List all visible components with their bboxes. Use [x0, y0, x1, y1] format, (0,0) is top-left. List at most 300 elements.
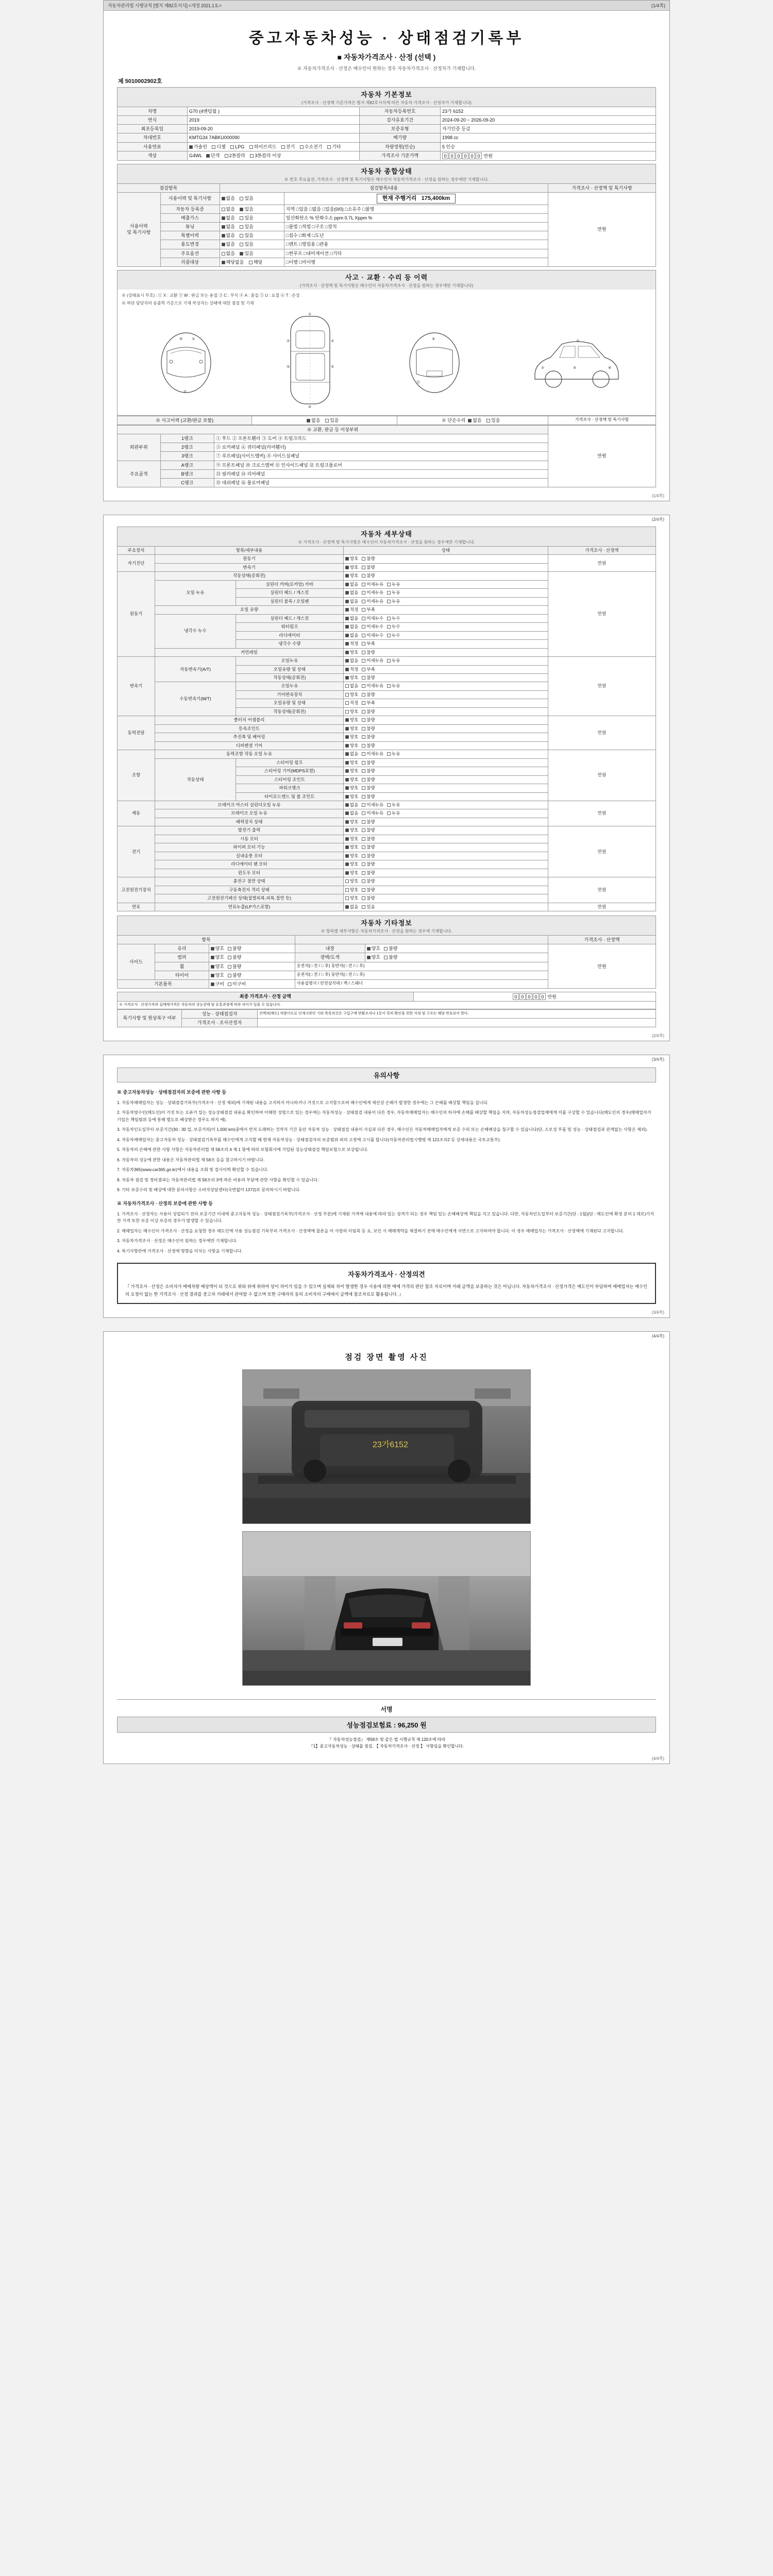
opt-good[interactable]: 양호 [345, 819, 358, 825]
opt-none[interactable]: 없음 [345, 582, 358, 587]
opt-leak[interactable]: 누수 [387, 624, 400, 630]
opt-none[interactable]: 없음 [345, 751, 358, 757]
opt-none[interactable]: 없음 [345, 810, 358, 816]
col-header-state: 상태 [343, 546, 548, 554]
opt-none[interactable]: 없음 [222, 206, 235, 212]
opt-none[interactable]: 없음 [222, 250, 235, 257]
opt-good[interactable]: 양호 [345, 743, 358, 749]
color-option-2tone[interactable]: 2톤칼라 [225, 152, 245, 159]
opt-bad[interactable]: 불량 [362, 785, 375, 791]
opt-good[interactable]: 양호 [345, 650, 358, 655]
parts-rank-3: 3랭크 [160, 452, 214, 461]
field-value-carname: G70 (4벤텀월 ) [187, 107, 359, 116]
opt-leak[interactable]: 누유 [387, 599, 400, 604]
row-label-3: 튜닝 [160, 223, 220, 231]
opt-good[interactable]: 양호 [345, 785, 358, 791]
opt-good[interactable]: 양호 [345, 794, 358, 800]
signature-label: 서명 [380, 1706, 393, 1714]
remarks-sub-performance: 성능 · 상태점검자 [182, 1009, 257, 1018]
opt-minor[interactable]: 미세누유 [362, 590, 383, 596]
opt-low[interactable]: 부족 [362, 667, 375, 672]
inspection-photo-rear [242, 1531, 531, 1686]
col-header-content: 점검항목/내용 [220, 183, 548, 192]
opt-bad[interactable]: 불량 [362, 573, 375, 579]
opt-bad[interactable]: 불량 [384, 954, 397, 960]
section-other-header [117, 916, 656, 935]
opt-good[interactable]: 양호 [345, 760, 358, 766]
opt-bad[interactable]: 불량 [362, 565, 375, 570]
state-tire [209, 971, 295, 979]
page-3 [103, 1055, 670, 1318]
parts-list-3: ⑦ 루프패널(사이드멤버) ⑧ 사이드실패널 [214, 452, 548, 461]
state-waterpump [343, 623, 548, 631]
simple-opt-none[interactable]: 없음 [468, 417, 481, 423]
opt-leak[interactable]: 누유 [387, 582, 400, 587]
opt-none[interactable]: 없음 [222, 224, 235, 230]
opt-bad[interactable]: 불량 [362, 844, 375, 850]
opt-bad[interactable]: 불량 [362, 675, 375, 681]
opt-yes[interactable]: 있음 [240, 241, 253, 247]
price-self-diagnosis: 만원 [548, 555, 656, 572]
color-option-3tone[interactable]: 3톤칼라 이상 [250, 152, 281, 159]
opt-none[interactable]: 없음 [345, 590, 358, 596]
opt-good[interactable]: 양호 [345, 870, 358, 876]
opt-bad[interactable]: 불량 [362, 836, 375, 842]
opt-bad[interactable]: 불량 [228, 963, 241, 970]
accident-opt-none[interactable]: 없음 [307, 417, 320, 423]
opt-bad[interactable]: 불량 [362, 743, 375, 749]
item-trans-diag: 변속기 [155, 563, 344, 571]
field-value-base-price [440, 151, 656, 160]
price-steering: 만원 [548, 750, 656, 801]
opt-yes[interactable]: 있음 [240, 250, 253, 257]
inspection-photo-underbody [242, 1369, 531, 1524]
row-label-6: 주요옵션 [160, 249, 220, 258]
field-value-year: 2019 [187, 116, 359, 125]
opt-bad[interactable]: 불량 [362, 861, 375, 867]
state-power-crank [343, 784, 548, 792]
opt-good[interactable]: 양호 [367, 945, 380, 952]
state-coolant-head [343, 614, 548, 622]
price-transmission: 만원 [548, 657, 656, 716]
row-detail-7: □이행 □미이행 [284, 258, 548, 266]
parts-rank-1: 1랭크 [160, 434, 214, 443]
opt-yes[interactable]: 있음 [240, 206, 253, 212]
field-label-fuel: 사용연료 [117, 142, 188, 151]
final-price-note: ※ 가격조사 · 산정가격과 실매매가격은 자동차의 성능상태 및 유통과정에 따라 차이가 있을 수 있습니다. [117, 1002, 656, 1009]
opt-none[interactable]: 없음 [345, 683, 358, 689]
notice-item: 3. 자동차인도일부터 보증기간(30 : 30 일, 보증거리(이 1,000 km)중에서 먼저 도래하는 것까지 기간 동안 자동차 성능 · 상태점검 내용이 사실과 다른 경우, 매수인은 자동차매매업자에게 보증 수리 또는 손해배상을 청구할 수 있습니다(단, 소모성 부품 및 성능 · 상태점검과 관계없는 사항은 제외). [117, 1127, 648, 1132]
opt-bad[interactable]: 불량 [362, 887, 375, 893]
photos-title: 점검 장면 촬영 사진 [345, 1353, 428, 1362]
inspection-fee-bar: 성능점검보험료 : 96,250 원 [117, 1717, 656, 1733]
opt-none[interactable]: 없음 [345, 624, 358, 630]
opt-good[interactable]: 양호 [345, 836, 358, 842]
wheel-positions[interactable]: 운전석(□ 전 / □ 후) 동반석(□ 전 / □ 후) [295, 962, 548, 971]
price-digit: 0 [442, 152, 448, 159]
opt-applies[interactable]: 해당 [249, 259, 262, 265]
tire-positions[interactable]: 운전석(□ 전 / □ 후) 동반석(□ 전 / □ 후) [295, 971, 548, 979]
opt-proper[interactable]: 적정 [345, 641, 358, 647]
opt-good[interactable]: 양호 [345, 777, 358, 783]
document-number-label: 제 [118, 78, 124, 84]
opt-leak[interactable]: 누유 [387, 683, 400, 689]
svg-text:④: ④ [432, 337, 435, 341]
svg-text:②: ② [541, 366, 545, 370]
accident-label: ※ 사고이력 (교환/판금 포함) [117, 416, 252, 425]
opt-bad[interactable]: 불량 [362, 556, 375, 562]
svg-text:②: ② [287, 339, 290, 343]
opt-good[interactable]: 양호 [345, 692, 358, 698]
opt-bad[interactable]: 불량 [362, 777, 375, 783]
parts-list-b: ⑬ 필러패널 ⑭ 리어패널 [214, 469, 548, 478]
price-engine: 만원 [548, 572, 656, 657]
opt-bad[interactable]: 불량 [362, 794, 375, 800]
opt-bad[interactable]: 불량 [362, 726, 375, 732]
opt-none[interactable]: 없음 [345, 904, 358, 910]
final-digit: 0 [533, 993, 539, 1000]
notice-item: 2. 자동차양수인(매도인)이 거짓 또는 오류가 있는 성능상태점검 내용을 확인하여 이해한 성명으로 있는 경우에는 자동차성능 · 상태점검 내용이 다른 경우, 자동차매매업자는 매수인의 하자에 손해를 배상할 책임을 지며, 자동차성능점검업체에게 이를 구상할 수 있습니다(매도인의 경우(매매업자가 기업은 책임범위 등에 통해 별도로 배상받은 경우도 하지 예). [117, 1110, 651, 1122]
opt-bad[interactable]: 불량 [362, 853, 375, 859]
svg-text:②: ② [331, 339, 334, 343]
item-coolant: 냉각수 누수 [155, 614, 236, 648]
opt-good[interactable]: 양호 [345, 556, 358, 562]
opt-minor[interactable]: 미세누유 [362, 802, 383, 808]
fuel-option-hybrid[interactable]: 하이브리드 [249, 144, 276, 150]
page-number-1: (1/4쪽) [651, 493, 664, 498]
table-row [117, 133, 656, 142]
row-detail-6: □썬루프 □내비게이션 □기타 [284, 249, 548, 258]
opt-none[interactable]: 없음 [222, 215, 235, 221]
opt-yes[interactable]: 있음 [240, 232, 253, 239]
opt-leak[interactable]: 누유 [387, 751, 400, 757]
opt-proper[interactable]: 적정 [345, 667, 358, 672]
opt-low[interactable]: 부족 [362, 641, 375, 647]
opt-none[interactable]: 없음 [222, 232, 235, 239]
table-row [117, 107, 656, 116]
notice-item-2: 2. 매매업자는 매수인이 가격조사 · 산정을 요청한 경우 매도인에 사용 성능점검 기록부의 가격조사 · 산정액에 물론을 이 사람의 이임목 등 요, 보인 시 매매계약을 체결하기 전에 매수인에게 서면으로 고지하여야 합니다. 이 경우 매매업자는 가격조사 · 산정액에 기재된다 고지합니다. [117, 1228, 624, 1233]
notice-item: 9. 기타 보증수리 및 배상에 대한 문의사항은 소비자상담센터(국번없이 1372)로 문의하시기 바랍니다. [117, 1188, 301, 1193]
opt-good[interactable]: 양호 [345, 726, 358, 732]
sub-mt-leak: 오일누유 [236, 682, 343, 690]
row-options-4 [220, 231, 284, 240]
state-clutch [343, 716, 548, 724]
opt-low[interactable]: 부족 [362, 700, 375, 706]
damage-diagram-area [117, 290, 656, 416]
state-diffgear [343, 741, 548, 750]
section-other-desc: ※ 항목별 세부사항은 자동차가격조사 · 산정을 원하는 경우에 기재합니다. [321, 929, 452, 934]
section-detail-header [117, 527, 656, 546]
field-label-seats: 차량정원(인승) [360, 142, 441, 151]
opt-none[interactable]: 없음 [345, 599, 358, 604]
state-steering-joint [343, 775, 548, 784]
opt-bad[interactable]: 불량 [384, 945, 397, 952]
final-digit: 0 [513, 993, 519, 1000]
state-mt-gear [343, 690, 548, 699]
fuel-option-hydrogen[interactable]: 수소전기 [300, 144, 323, 150]
price-hv: 만원 [548, 877, 656, 903]
opt-none[interactable]: 없음 [222, 241, 235, 247]
table-row [117, 903, 656, 911]
appraisal-statement-box [117, 1263, 656, 1304]
table-row [117, 826, 656, 835]
final-price-unit: 만원 [547, 994, 557, 999]
sub-tierod: 타이로드엔드 및 볼 조인트 [236, 792, 343, 801]
state-fuel-leak [343, 903, 548, 911]
table-row [117, 555, 656, 563]
opt-bad[interactable]: 불량 [362, 768, 375, 774]
state-at-idle [343, 673, 548, 682]
opt-good[interactable]: 양호 [367, 954, 380, 960]
diagram-note-2: ※ 하단 담당자의 송출학 기준으로 기재 작성자는 상태에 대한 점검 및 기재 [122, 300, 254, 306]
opt-minor[interactable]: 미세누유 [362, 599, 383, 604]
opt-none[interactable]: 없음 [345, 616, 358, 621]
notice-section-2-heading: ※ 자동차가격조사 · 산정의 보증에 관한 사항 등 [117, 1200, 213, 1206]
section-history-title: 사고 · 교환 · 수리 등 이력 [345, 273, 428, 281]
page-label-top-2: (2/4쪽) [651, 517, 664, 522]
opt-minor[interactable]: 미세누유 [362, 751, 383, 757]
notice-item: 1. 자동차매매업자는 성능 · 상태점검기록부(가격조사 · 산정 제외)에 기재된 내용을 고지하지 아니하거나 거짓으로 고지함으로써 매수인에게 재산상 손해가 발생한 경우에는 그 손해를 배상할 책임을 집니다. [117, 1100, 489, 1105]
opt-minor[interactable]: 미세누수 [362, 624, 383, 630]
page-subtitle: ■ 자동차가격조사 · 산정 (선택 ) [337, 53, 436, 61]
opt-good[interactable]: 양호 [345, 573, 358, 579]
opt-leak[interactable]: 누유 [387, 810, 400, 816]
opt-yes[interactable]: 있음 [240, 215, 253, 221]
document-title-block [117, 25, 656, 72]
car-rear-diagram-icon [396, 321, 473, 399]
opt-yes[interactable]: 있음 [240, 195, 253, 201]
opt-good[interactable]: 양호 [345, 709, 358, 715]
item-engine-diag: 원동기 [155, 555, 344, 563]
opt-bad[interactable]: 불량 [362, 819, 375, 825]
opt-minor[interactable]: 미세누수 [362, 616, 383, 621]
opt-good[interactable]: 양호 [345, 878, 358, 884]
page-label-top-3: (3/4쪽) [651, 1057, 664, 1062]
state-driveshaft [343, 733, 548, 741]
opt-bad[interactable]: 불량 [362, 878, 375, 884]
parts-list-a: ⑨ 프론트패널 ⑩ 크로스멤버 ⑪ 인사이드패널 ⑫ 트렁크플로어 [214, 461, 548, 469]
fuel-option-lpg[interactable]: LPG [230, 144, 244, 150]
table-row [117, 192, 656, 205]
state-coolant-amount [343, 640, 548, 648]
color-option-single[interactable]: 단색 [206, 152, 220, 159]
opt-leak[interactable]: 누유 [387, 590, 400, 596]
item-auto-trans: 자동변속기(A/T) [155, 657, 236, 682]
opt-good[interactable]: 양호 [211, 972, 224, 978]
state-mt-idle [343, 707, 548, 716]
parts-group-outer: 외판부위 [117, 434, 161, 461]
section-detail-title: 자동차 세부상태 [361, 530, 412, 538]
opt-bad[interactable]: 불량 [362, 734, 375, 740]
opt-minor[interactable]: 미세누유 [362, 658, 383, 664]
opt-bad[interactable]: 불량 [362, 717, 375, 723]
group-self-diagnosis: 자기진단 [117, 555, 155, 572]
table-row [117, 142, 656, 151]
row-label-0: 사용이력 및 특기사항 [160, 192, 220, 205]
opt-proper[interactable]: 적정 [345, 700, 358, 706]
final-price-value [413, 992, 656, 1001]
svg-text:⑦: ⑦ [576, 339, 580, 343]
fuel-option-etc[interactable]: 기타 [327, 144, 341, 150]
field-value-inspection: 2024-09-20 ~ 2026-09-20 [440, 116, 656, 125]
section-overall-title: 자동차 종합상태 [361, 167, 412, 175]
opt-none[interactable]: 없음 [345, 633, 358, 638]
opt-good[interactable]: 양호 [345, 565, 358, 570]
sub-steering-pump: 스티어링 펌프 [236, 758, 343, 767]
damaged-parts-table [117, 425, 656, 487]
item-cvjoint: 등속조인트 [155, 724, 344, 733]
opt-none[interactable]: 없음 [345, 658, 358, 664]
state-paint [365, 953, 548, 962]
item-tire: 타이어 [155, 971, 209, 979]
page-title-note: ※ 자동차가격조사 · 산정은 매수인이 원하는 경우 자동차가격조사 · 산정자가 기재합니다. [297, 66, 476, 71]
opt-bad[interactable]: 불량 [362, 870, 375, 876]
other-info-table [117, 935, 656, 989]
state-radiator-fan [343, 860, 548, 869]
state-steering-gear [343, 767, 548, 775]
opt-good[interactable]: 양호 [211, 963, 224, 970]
state-interior [365, 944, 548, 953]
notice-section-1-heading: ※ 중고자동차성능 · 상태점검자의 보증에 관한 사항 등 [117, 1089, 227, 1095]
section-history-header [117, 270, 656, 290]
opt-good[interactable]: 양호 [345, 861, 358, 867]
opt-bad[interactable]: 불량 [228, 945, 241, 952]
table-row [117, 125, 656, 133]
section-basic-info-title: 자동차 기본정보 [361, 91, 412, 98]
opt-equipped[interactable]: 구비 [211, 981, 224, 987]
opt-minor[interactable]: 미세누유 [362, 683, 383, 689]
item-hv-wiring: 고전원전기배선 상태(접열피복,피복,절연 등) [155, 894, 344, 903]
row-label-5: 용도변경 [160, 240, 220, 249]
section-detail-desc: ※ 가격조사 · 산정액 및 특기사항은 매수인이 자동차가격조사 · 산정을 원하는 경우에만 기재합니다. [298, 539, 475, 545]
opt-good[interactable]: 양호 [211, 954, 224, 960]
state-rockercover [343, 580, 548, 588]
opt-good[interactable]: 양호 [345, 717, 358, 723]
opt-none[interactable]: 없음 [345, 802, 358, 808]
opt-good[interactable]: 양호 [345, 734, 358, 740]
opt-bad[interactable]: 불량 [228, 972, 241, 978]
sub-waterpump: 워터펌프 [236, 623, 343, 631]
state-at-amount [343, 665, 548, 673]
simple-opt-yes[interactable]: 있음 [486, 417, 500, 423]
fuel-option-diesel[interactable]: 디젤 [212, 144, 225, 150]
state-hv-wiring [343, 894, 548, 903]
remarks-text-2 [257, 1018, 656, 1027]
col-header-other-detail [295, 936, 548, 944]
accident-price-header: 가격조사 · 산정액 및 특기사항 [548, 416, 656, 425]
opt-good[interactable]: 양호 [211, 945, 224, 952]
group-transmission: 변속기 [117, 657, 155, 716]
opt-minor[interactable]: 미세누유 [362, 582, 383, 587]
parts-rank-2: 2랭크 [160, 443, 214, 452]
svg-text:②: ② [192, 337, 195, 341]
car-diagrams [122, 308, 651, 410]
opt-good[interactable]: 양호 [345, 827, 358, 833]
opt-good[interactable]: 양호 [345, 768, 358, 774]
fuel-option-electric[interactable]: 전기 [281, 144, 295, 150]
state-mt-amount [343, 699, 548, 707]
field-value-fuel [187, 142, 359, 151]
state-booster [343, 818, 548, 826]
opt-yes[interactable]: 있음 [240, 224, 253, 230]
price-unit: 만원 [483, 153, 493, 159]
opt-na[interactable]: 해당없음 [222, 259, 244, 265]
parts-price-value: 만원 [548, 425, 656, 487]
svg-text:⑤: ⑤ [573, 366, 577, 370]
appraisal-statement-title: 자동차가격조사 · 산정의견 [348, 1270, 425, 1279]
section-history-desc: (가격조사 · 산정액 및 특기사항은 매수인이 자동차가격조사 · 산정을 원하는 경우에만 기재합니다) [299, 283, 474, 288]
opt-bad[interactable]: 불량 [362, 650, 375, 655]
opt-bad[interactable]: 불량 [362, 692, 375, 698]
opt-bad[interactable]: 불량 [362, 895, 375, 901]
svg-text:23가6152: 23가6152 [373, 1440, 408, 1450]
page-number-3: (3/4쪽) [651, 1310, 664, 1315]
page-title: 중고자동차성능 · 상태점검기록부 [248, 30, 525, 47]
field-value-color [187, 151, 359, 160]
accident-opt-yes[interactable]: 있음 [325, 417, 339, 423]
opt-leak[interactable]: 누유 [387, 658, 400, 664]
footer-note [117, 1737, 656, 1750]
opt-good[interactable]: 양호 [345, 887, 358, 893]
opt-bad[interactable]: 불량 [228, 954, 241, 960]
opt-good[interactable]: 양호 [345, 895, 358, 901]
table-row [117, 1009, 656, 1018]
item-master-cyl: 브레이크 마스터 실린더오일 누유 [155, 801, 344, 809]
price-brake: 만원 [548, 801, 656, 826]
opt-good[interactable]: 양호 [345, 675, 358, 681]
opt-proper[interactable]: 적정 [345, 607, 358, 613]
final-digit: 0 [540, 993, 546, 1000]
col-header-price2: 가격조사 · 산정액 [548, 546, 656, 554]
opt-low[interactable]: 부족 [362, 607, 375, 613]
state-blower [343, 852, 548, 860]
table-row [117, 992, 656, 1001]
opt-none[interactable]: 없음 [222, 195, 235, 201]
opt-leak[interactable]: 누유 [387, 802, 400, 808]
fuel-option-gasoline[interactable]: 가솔린 [189, 144, 207, 150]
sub-power-crank: 파워크랭크 [236, 784, 343, 792]
opt-good[interactable]: 양호 [345, 844, 358, 850]
svg-text:⑨: ⑨ [179, 337, 183, 341]
price-digit: 0 [449, 152, 455, 159]
opt-good[interactable]: 양호 [345, 853, 358, 859]
opt-bad[interactable]: 불량 [362, 709, 375, 715]
field-label-displacement: 배기량 [360, 133, 441, 142]
field-label-inspection: 검사유효기간 [360, 116, 441, 125]
col-header-major: 주요장치 [117, 546, 155, 554]
sub-steering-joint: 스티어링 조인트 [236, 775, 343, 784]
row-label-1: 자동차 등록증 [160, 205, 220, 213]
detail-condition-table [117, 546, 656, 911]
table-row [117, 425, 656, 434]
opt-bad[interactable]: 불량 [362, 827, 375, 833]
opt-leak[interactable]: 누수 [387, 633, 400, 638]
opt-minor[interactable]: 미세누수 [362, 633, 383, 638]
state-radiator [343, 631, 548, 639]
notice-item: 4. 자동차매매업자는 중고자동차 성능 · 상태점검기록부를 매수인에게 고지할 때 현재 자동차성능 · 상태점검자의 보증범위 외의 고장에 고시를 합니다(자동차관리법시행령 제 121조의2 등 상세내용은 국토교통부). [117, 1137, 501, 1142]
section-overall-desc: ※ 번호 주요옵션, 가격조사 · 산정액 및 특기사항은 매수인이 자동차가격조사 · 산정을 원하는 경우에만 기재합니다. [284, 177, 489, 182]
row-options-6 [220, 249, 284, 258]
opt-missing[interactable]: 미구비 [228, 981, 246, 987]
opt-leak[interactable]: 누수 [387, 616, 400, 621]
state-engine-diag [343, 555, 548, 563]
sub-at-leak: 오일누유 [236, 657, 343, 665]
opt-bad[interactable]: 불량 [362, 760, 375, 766]
opt-yes[interactable]: 있음 [362, 904, 375, 910]
opt-minor[interactable]: 미세누유 [362, 810, 383, 816]
table-row [117, 416, 656, 425]
group-powertrain: 동력전달 [117, 716, 155, 750]
